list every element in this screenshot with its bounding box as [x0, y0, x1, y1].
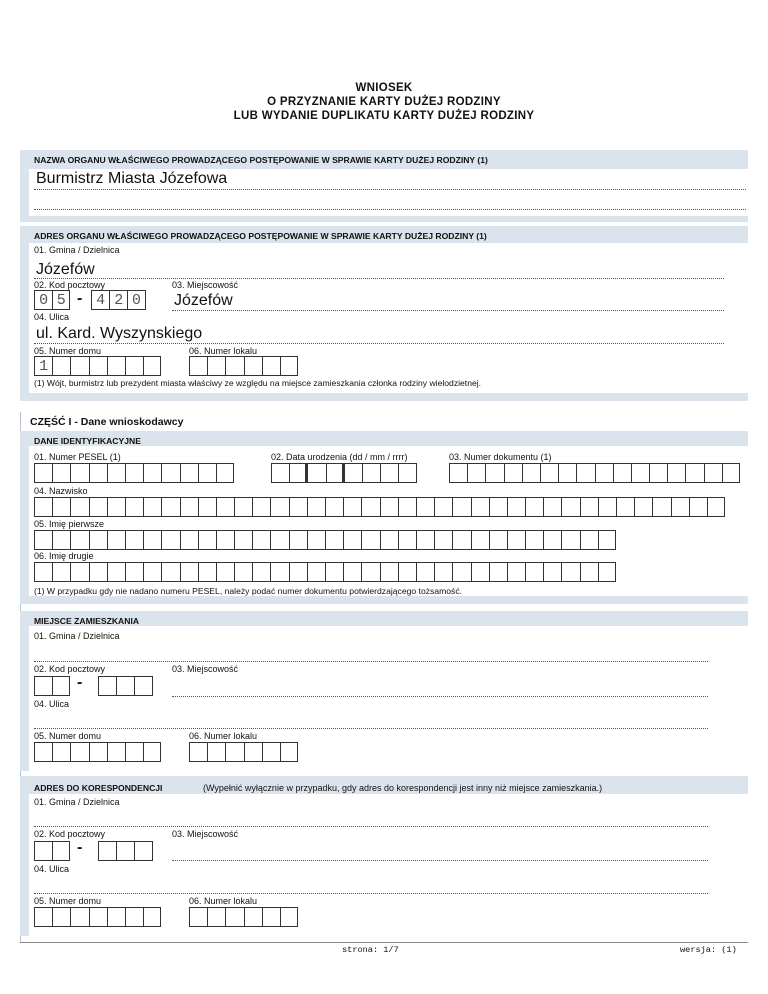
first-name-char-box[interactable] — [161, 530, 179, 550]
residence-street-line — [34, 728, 708, 729]
residence-house-label: 05. Numer domu — [34, 731, 102, 741]
second-name-char-box[interactable] — [52, 562, 70, 582]
doc-char-box[interactable] — [685, 463, 703, 483]
residence-gmina-line — [34, 661, 708, 662]
corr-street-line — [34, 893, 708, 894]
surname-char-box[interactable] — [489, 497, 507, 517]
surname-char-box[interactable] — [52, 497, 70, 517]
postal-digit-box[interactable]: 0 — [127, 290, 145, 310]
second-name-char-box[interactable] — [125, 562, 143, 582]
flat-digit-box[interactable] — [189, 907, 207, 927]
corr-postal-boxes-2[interactable] — [98, 841, 153, 861]
residence-flat-boxes[interactable] — [189, 742, 298, 762]
surname-char-box[interactable] — [70, 497, 88, 517]
flat-digit-box[interactable] — [262, 356, 280, 376]
second-name-char-box[interactable] — [343, 562, 361, 582]
surname-char-box[interactable] — [270, 497, 288, 517]
organ-gmina-value[interactable]: Józefów — [36, 261, 95, 278]
surname-char-box[interactable] — [598, 497, 616, 517]
dob-boxes[interactable] — [271, 463, 417, 483]
dob-digit-box[interactable] — [344, 463, 362, 483]
pesel-digit-box[interactable] — [216, 463, 234, 483]
first-name-char-box[interactable] — [343, 530, 361, 550]
doc-char-box[interactable] — [449, 463, 467, 483]
first-name-char-box[interactable] — [489, 530, 507, 550]
second-name-char-box[interactable] — [216, 562, 234, 582]
second-name-char-box[interactable] — [307, 562, 325, 582]
organ-footnote: (1) Wójt, burmistrz lub prezydent miasta właściwy ze względu na miejsce zamieszkania członka rodziny wielodzietnej. — [34, 378, 482, 388]
corr-street-label: 04. Ulica — [34, 864, 70, 874]
first-name-char-box[interactable] — [380, 530, 398, 550]
corr-postal-boxes-1[interactable] — [34, 841, 70, 861]
dob-digit-box[interactable] — [289, 463, 307, 483]
organ-house-boxes[interactable] — [34, 356, 161, 376]
organ-street-label: 04. Ulica — [34, 312, 70, 322]
correspondence-note: (Wypełnić wyłącznie w przypadku, gdy adres do korespondencji jest inny niż miejsce zamieszkania.) — [203, 783, 603, 793]
doc-char-box[interactable] — [649, 463, 667, 483]
surname-char-box[interactable] — [525, 497, 543, 517]
pesel-digit-box[interactable] — [89, 463, 107, 483]
house-digit-box[interactable] — [70, 907, 88, 927]
second-name-char-box[interactable] — [525, 562, 543, 582]
first-name-char-box[interactable] — [89, 530, 107, 550]
first-name-char-box[interactable] — [143, 530, 161, 550]
surname-char-box[interactable] — [580, 497, 598, 517]
second-name-char-box[interactable] — [325, 562, 343, 582]
surname-char-box[interactable] — [543, 497, 561, 517]
postal-digit-box[interactable] — [98, 676, 116, 696]
dob-digit-box[interactable] — [380, 463, 398, 483]
residence-house-boxes[interactable] — [34, 742, 161, 762]
corr-gmina-line — [34, 826, 708, 827]
residence-city-label: 03. Miejscowość — [172, 664, 239, 674]
flat-digit-box[interactable] — [207, 356, 225, 376]
doc-char-box[interactable] — [504, 463, 522, 483]
second-name-char-box[interactable] — [416, 562, 434, 582]
residence-city-line — [172, 696, 708, 697]
surname-char-box[interactable] — [707, 497, 725, 517]
pesel-label: 01. Numer PESEL (1) — [34, 452, 121, 462]
surname-char-box[interactable] — [398, 497, 416, 517]
organ-street-value[interactable]: ul. Kard. Wyszynskiego — [36, 325, 203, 342]
residence-header: MIEJSCE ZAMIESZKANIA — [34, 616, 140, 626]
first-name-label: 05. Imię pierwsze — [34, 519, 105, 529]
postal-digit-box[interactable] — [116, 676, 134, 696]
first-name-char-box[interactable] — [325, 530, 343, 550]
corr-house-label: 05. Numer domu — [34, 896, 102, 906]
surname-char-box[interactable] — [343, 497, 361, 517]
flat-digit-box[interactable] — [225, 356, 243, 376]
flat-digit-box[interactable] — [189, 742, 207, 762]
second-name-char-box[interactable] — [543, 562, 561, 582]
postal-digit-box[interactable] — [116, 841, 134, 861]
house-digit-box[interactable] — [143, 356, 161, 376]
second-name-char-box[interactable] — [471, 562, 489, 582]
first-name-char-box[interactable] — [525, 530, 543, 550]
corr-house-boxes[interactable] — [34, 907, 161, 927]
house-digit-box[interactable] — [107, 907, 125, 927]
second-name-label: 06. Imię drugie — [34, 551, 94, 561]
pesel-digit-box[interactable] — [70, 463, 88, 483]
first-name-char-box[interactable] — [543, 530, 561, 550]
postal-digit-box[interactable]: 5 — [52, 290, 70, 310]
doc-char-box[interactable] — [704, 463, 722, 483]
postal-digit-box[interactable] — [98, 841, 116, 861]
second-name-char-box[interactable] — [452, 562, 470, 582]
surname-char-box[interactable] — [634, 497, 652, 517]
second-name-char-box[interactable] — [198, 562, 216, 582]
doc-number-label: 03. Numer dokumentu (1) — [449, 452, 552, 462]
second-name-char-box[interactable] — [489, 562, 507, 582]
corr-postal-label: 02. Kod pocztowy — [34, 829, 106, 839]
second-name-char-box[interactable] — [270, 562, 288, 582]
ident-header: DANE IDENTYFIKACYJNE — [34, 436, 141, 446]
surname-char-box[interactable] — [252, 497, 270, 517]
doc-char-box[interactable] — [595, 463, 613, 483]
organ-flat-boxes[interactable] — [189, 356, 298, 376]
doc-char-box[interactable] — [631, 463, 649, 483]
flat-digit-box[interactable] — [189, 356, 207, 376]
organ-gmina-line — [34, 278, 724, 279]
correspondence-header: ADRES DO KORESPONDENCJI — [34, 783, 163, 793]
second-name-char-box[interactable] — [580, 562, 598, 582]
surname-char-box[interactable] — [89, 497, 107, 517]
doc-char-box[interactable] — [722, 463, 740, 483]
postal-dash: - — [77, 290, 83, 307]
first-name-char-box[interactable] — [125, 530, 143, 550]
second-name-char-box[interactable] — [89, 562, 107, 582]
first-name-char-box[interactable] — [307, 530, 325, 550]
house-digit-box[interactable] — [125, 742, 143, 762]
organ-postal-boxes-1[interactable] — [34, 290, 70, 310]
organ-street-line — [34, 343, 724, 344]
second-name-char-box[interactable] — [598, 562, 616, 582]
residence-postal-label: 02. Kod pocztowy — [34, 664, 106, 674]
flat-digit-box[interactable] — [244, 742, 262, 762]
second-name-char-box[interactable] — [434, 562, 452, 582]
surname-char-box[interactable] — [125, 497, 143, 517]
postal-digit-box[interactable] — [52, 841, 70, 861]
residence-street-label: 04. Ulica — [34, 699, 70, 709]
surname-char-box[interactable] — [161, 497, 179, 517]
flat-digit-box[interactable] — [207, 907, 225, 927]
corr-gmina-label: 01. Gmina / Dzielnica — [34, 797, 120, 807]
form-title-line1: WNIOSEK — [355, 82, 413, 94]
organ-city-label: 03. Miejscowość — [172, 280, 239, 290]
residence-flat-label: 06. Numer lokalu — [189, 731, 258, 741]
organ-name-line — [34, 189, 746, 190]
first-name-char-box[interactable] — [34, 530, 52, 550]
residence-postal-dash: - — [77, 674, 83, 691]
form-title-line2: O PRZYZNANIE KARTY DUŻEJ RODZINY — [267, 96, 501, 108]
surname-char-box[interactable] — [198, 497, 216, 517]
doc-char-box[interactable] — [576, 463, 594, 483]
doc-char-box[interactable] — [613, 463, 631, 483]
flat-digit-box[interactable] — [280, 742, 298, 762]
corr-city-label: 03. Miejscowość — [172, 829, 239, 839]
corr-city-line — [172, 860, 708, 861]
pesel-boxes[interactable] — [34, 463, 234, 483]
house-digit-box[interactable] — [89, 356, 107, 376]
second-name-char-box[interactable] — [507, 562, 525, 582]
house-digit-box[interactable] — [70, 742, 88, 762]
pesel-digit-box[interactable] — [107, 463, 125, 483]
second-name-char-box[interactable] — [361, 562, 379, 582]
surname-char-box[interactable] — [234, 497, 252, 517]
residence-postal-boxes-1[interactable] — [34, 676, 70, 696]
surname-boxes[interactable] — [34, 497, 725, 517]
corr-postal-dash: - — [77, 839, 83, 856]
organ-gmina-label: 01. Gmina / Dzielnica — [34, 245, 120, 255]
dob-label: 02. Data urodzenia (dd / mm / rrrr) — [271, 452, 408, 462]
first-name-char-box[interactable] — [434, 530, 452, 550]
first-name-boxes[interactable] — [34, 530, 616, 550]
house-digit-box[interactable] — [107, 742, 125, 762]
first-name-char-box[interactable] — [398, 530, 416, 550]
house-digit-box[interactable] — [70, 356, 88, 376]
flat-digit-box[interactable] — [225, 742, 243, 762]
first-name-char-box[interactable] — [561, 530, 579, 550]
doc-char-box[interactable] — [522, 463, 540, 483]
organ-postal-label: 02. Kod pocztowy — [34, 280, 106, 290]
corr-flat-label: 06. Numer lokalu — [189, 896, 258, 906]
surname-char-box[interactable] — [471, 497, 489, 517]
first-name-char-box[interactable] — [580, 530, 598, 550]
organ-flat-label: 06. Numer lokalu — [189, 346, 258, 356]
organ-address-header: ADRES ORGANU WŁAŚCIWEGO PROWADZĄCEGO POSTĘPOWANIE W SPRAWIE KARTY DUŻEJ RODZINY (1) — [34, 231, 487, 241]
postal-digit-box[interactable]: 0 — [34, 290, 52, 310]
house-digit-box[interactable] — [125, 356, 143, 376]
first-name-char-box[interactable] — [180, 530, 198, 550]
surname-char-box[interactable] — [180, 497, 198, 517]
first-name-char-box[interactable] — [270, 530, 288, 550]
house-digit-box[interactable] — [89, 907, 107, 927]
postal-digit-box[interactable]: 2 — [109, 290, 127, 310]
organ-name-value[interactable]: Burmistrz Miasta Józefowa — [36, 170, 228, 187]
surname-char-box[interactable] — [689, 497, 707, 517]
house-digit-box[interactable] — [125, 907, 143, 927]
dob-digit-box[interactable] — [362, 463, 380, 483]
house-digit-box[interactable] — [52, 742, 70, 762]
organ-name-line-2 — [34, 209, 746, 210]
first-name-char-box[interactable] — [198, 530, 216, 550]
pesel-digit-box[interactable] — [198, 463, 216, 483]
dob-digit-box[interactable] — [326, 463, 344, 483]
part1-header: CZĘŚĆ I - Dane wnioskodawcy — [30, 416, 184, 428]
surname-char-box[interactable] — [380, 497, 398, 517]
surname-char-box[interactable] — [561, 497, 579, 517]
first-name-char-box[interactable] — [52, 530, 70, 550]
second-name-char-box[interactable] — [561, 562, 579, 582]
dob-digit-box[interactable] — [398, 463, 416, 483]
pesel-digit-box[interactable] — [143, 463, 161, 483]
surname-char-box[interactable] — [616, 497, 634, 517]
surname-char-box[interactable] — [434, 497, 452, 517]
version-label: wersja: (1) — [680, 945, 737, 955]
second-name-char-box[interactable] — [380, 562, 398, 582]
surname-char-box[interactable] — [289, 497, 307, 517]
doc-char-box[interactable] — [540, 463, 558, 483]
surname-char-box[interactable] — [325, 497, 343, 517]
organ-house-label: 05. Numer domu — [34, 346, 102, 356]
surname-char-box[interactable] — [216, 497, 234, 517]
organ-city-line — [172, 310, 724, 311]
house-digit-box[interactable] — [143, 742, 161, 762]
corr-flat-boxes[interactable] — [189, 907, 298, 927]
second-name-char-box[interactable] — [234, 562, 252, 582]
organ-postal-boxes-2[interactable] — [91, 290, 146, 310]
pesel-digit-box[interactable] — [52, 463, 70, 483]
house-digit-box[interactable]: 1 — [34, 356, 52, 376]
first-name-char-box[interactable] — [234, 530, 252, 550]
residence-postal-boxes-2[interactable] — [98, 676, 153, 696]
flat-digit-box[interactable] — [262, 742, 280, 762]
pesel-digit-box[interactable] — [34, 463, 52, 483]
organ-header: NAZWA ORGANU WŁAŚCIWEGO PROWADZĄCEGO POSTĘPOWANIE W SPRAWIE KARTY DUŻEJ RODZINY (1) — [34, 155, 488, 165]
flat-digit-box[interactable] — [244, 356, 262, 376]
postal-digit-box[interactable] — [34, 676, 52, 696]
first-name-char-box[interactable] — [216, 530, 234, 550]
surname-char-box[interactable] — [652, 497, 670, 517]
first-name-char-box[interactable] — [471, 530, 489, 550]
flat-digit-box[interactable] — [244, 907, 262, 927]
surname-char-box[interactable] — [34, 497, 52, 517]
house-digit-box[interactable] — [89, 742, 107, 762]
first-name-char-box[interactable] — [598, 530, 616, 550]
second-name-char-box[interactable] — [252, 562, 270, 582]
surname-char-box[interactable] — [307, 497, 325, 517]
house-digit-box[interactable] — [34, 742, 52, 762]
flat-digit-box[interactable] — [207, 742, 225, 762]
ident-footnote: (1) W przypadku gdy nie nadano numeru PESEL, należy podać numer dokumentu potwierdzającego tożsamość. — [34, 586, 463, 596]
surname-char-box[interactable] — [361, 497, 379, 517]
flat-digit-box[interactable] — [225, 907, 243, 927]
first-name-char-box[interactable] — [452, 530, 470, 550]
house-digit-box[interactable] — [143, 907, 161, 927]
pesel-digit-box[interactable] — [161, 463, 179, 483]
second-name-char-box[interactable] — [180, 562, 198, 582]
first-name-char-box[interactable] — [507, 530, 525, 550]
house-digit-box[interactable] — [34, 907, 52, 927]
surname-label: 04. Nazwisko — [34, 486, 88, 496]
first-name-char-box[interactable] — [252, 530, 270, 550]
page-number: strona: 1/7 — [342, 945, 399, 955]
dob-digit-box[interactable] — [271, 463, 289, 483]
organ-city-value[interactable]: Józefów — [174, 292, 233, 309]
doc-char-box[interactable] — [667, 463, 685, 483]
form-title-line3: LUB WYDANIE DUPLIKATU KARTY DUŻEJ RODZINY — [233, 110, 535, 122]
dob-digit-box[interactable] — [307, 463, 325, 483]
surname-char-box[interactable] — [452, 497, 470, 517]
first-name-char-box[interactable] — [361, 530, 379, 550]
second-name-char-box[interactable] — [289, 562, 307, 582]
first-name-char-box[interactable] — [289, 530, 307, 550]
first-name-char-box[interactable] — [70, 530, 88, 550]
surname-char-box[interactable] — [507, 497, 525, 517]
house-digit-box[interactable] — [52, 356, 70, 376]
doc-char-box[interactable] — [467, 463, 485, 483]
doc-char-box[interactable] — [485, 463, 503, 483]
second-name-char-box[interactable] — [398, 562, 416, 582]
postal-digit-box[interactable] — [52, 676, 70, 696]
second-name-char-box[interactable] — [34, 562, 52, 582]
house-digit-box[interactable] — [107, 356, 125, 376]
house-digit-box[interactable] — [52, 907, 70, 927]
postal-digit-box[interactable]: 4 — [91, 290, 109, 310]
doc-char-box[interactable] — [558, 463, 576, 483]
flat-digit-box[interactable] — [280, 356, 298, 376]
flat-digit-box[interactable] — [280, 907, 298, 927]
surname-char-box[interactable] — [671, 497, 689, 517]
second-name-char-box[interactable] — [107, 562, 125, 582]
pesel-digit-box[interactable] — [180, 463, 198, 483]
second-name-boxes[interactable] — [34, 562, 616, 582]
pesel-digit-box[interactable] — [125, 463, 143, 483]
surname-char-box[interactable] — [143, 497, 161, 517]
doc-number-boxes[interactable] — [449, 463, 740, 483]
postal-digit-box[interactable] — [134, 676, 152, 696]
surname-char-box[interactable] — [416, 497, 434, 517]
first-name-char-box[interactable] — [107, 530, 125, 550]
residence-gmina-label: 01. Gmina / Dzielnica — [34, 631, 120, 641]
postal-digit-box[interactable] — [134, 841, 152, 861]
footer-rule — [20, 942, 748, 943]
second-name-char-box[interactable] — [161, 562, 179, 582]
postal-digit-box[interactable] — [34, 841, 52, 861]
second-name-char-box[interactable] — [143, 562, 161, 582]
flat-digit-box[interactable] — [262, 907, 280, 927]
first-name-char-box[interactable] — [416, 530, 434, 550]
surname-char-box[interactable] — [107, 497, 125, 517]
second-name-char-box[interactable] — [70, 562, 88, 582]
